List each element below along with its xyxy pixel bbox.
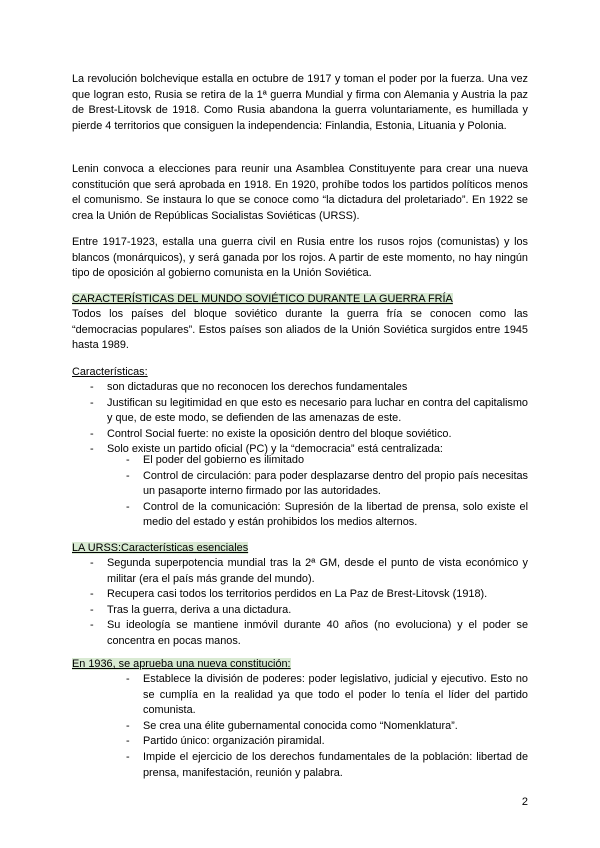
list-item [90, 618, 528, 649]
list-item-text: Partido único: organización piramidal. [143, 735, 325, 748]
list-item [90, 427, 528, 443]
bullet-dash: - [126, 454, 130, 466]
section-heading-urss [72, 541, 248, 557]
list-item-text: son dictaduras que no reconocen los derechos fundamentales [107, 381, 408, 393]
section-heading-caracteristicas [72, 365, 148, 381]
bullet-dash: - [90, 396, 94, 409]
list-item-text: Recupera casi todos los territorios perdidos en La Paz de Brest-Litovsk (1918). [107, 588, 488, 601]
paragraph-guerra-civil: Entre 1917-1923, estalla una guerra civil en Rusia entre los rusos rojos (comunistas) y los blancos (monárquicos), y será ganada por los rojos. A partir de este momento, no hay ningún tipo de oposición al gobierno comunista en la Unión Soviética. [72, 236, 528, 280]
paragraph-revolucion: La revolución bolchevique estalla en octubre de 1917 y toman el poder por la fuerza. Una vez que logran esto, Rusia se retira de la 1ª guerra Mundial y firma con Alemania y Austria la paz de Brest-Litovsk de 1918. Como Rusia abandona la guerra voluntariamente, es humillada y pierde 4 territorios que consiguen la independencia: Finlandia, Estonia, Lituania y Polonia. [72, 73, 528, 132]
list-item [126, 469, 528, 500]
list-item [90, 380, 528, 396]
list-item-text: Control de circulación: para poder desplazarse dentro del propio país necesitas un pasaporte interno firmado por las autoridades. [143, 469, 528, 498]
list-item-text: Establece la división de poderes: poder legislativo, judicial y ejecutivo. Esto no se cumplía en la realidad ya que todo el poder lo tenía el líder del partido comunista. [143, 673, 528, 717]
list-item [126, 672, 528, 719]
list-caracteristicas [90, 380, 528, 458]
section-heading-1936 [72, 657, 291, 673]
bullet-dash: - [126, 735, 130, 748]
list-item-text: Se crea una élite gubernamental conocida como “Nomenklatura”. [143, 719, 458, 732]
list-item [90, 587, 528, 603]
list-item [90, 556, 528, 587]
list-item-text: Control Social fuerte: no existe la oposición dentro del bloque soviético. [107, 427, 452, 440]
list-item-text: Tras la guerra, deriva a una dictadura. [107, 603, 292, 616]
sublist-democracia [126, 453, 528, 531]
bullet-dash: - [90, 381, 94, 393]
list-item [126, 734, 528, 750]
list-item-text: Solo existe un partido oficial (PC) y la “democracia” está centralizada: [107, 443, 443, 456]
bullet-dash: - [126, 500, 130, 513]
list-item [90, 603, 528, 619]
list-urss [90, 556, 528, 650]
list-item-text: Justifican su legitimidad en que esto es necesario para luchar en contra del capitalismo y que, de este modo, se defienden de las amenazas de este. [107, 396, 528, 425]
paragraph-democracias-populares: Todos los países del bloque soviético durante la guerra fría se conocen como las “democracias populares”. Estos países son aliados de la Unión Soviética surgidos entre 1945 hasta 1989. [72, 308, 528, 352]
bullet-dash: - [90, 443, 94, 456]
list-item [126, 750, 528, 781]
page-number: 2 [521, 796, 528, 808]
heading-text: Características: [72, 366, 148, 378]
list-item [90, 396, 528, 427]
bullet-dash: - [90, 603, 94, 616]
heading-text: CARACTERÍSTICAS DEL MUNDO SOVIÉTICO DURANTE LA GUERRA FRÍA [72, 293, 453, 305]
bullet-dash: - [90, 427, 94, 440]
bullet-dash: - [90, 619, 94, 632]
list-item-text: Segunda superpotencia mundial tras la 2ª GM, desde el punto de vista económico y militar (era el país más grande del mundo). [107, 557, 528, 585]
bullet-dash: - [126, 750, 130, 763]
bullet-dash: - [126, 673, 130, 685]
bullet-dash: - [126, 469, 130, 482]
list-item [126, 500, 528, 531]
list-constitucion-1936 [126, 672, 528, 781]
heading-text: En 1936, se aprueba una nueva constitución: [72, 658, 291, 670]
heading-text: LA URSS:Características esenciales [72, 542, 249, 554]
paragraph-lenin: Lenin convoca a elecciones para reunir una Asamblea Constituyente para crear una nueva constitución que será aprobada en 1918. En 1920, prohíbe todos los partidos políticos menos el comunismo. Se instaura lo que se conoce como “la dictadura del proletariado”. En 1922 se crea la Unión de Repúblicas Socialistas Soviéticas (URSS). [72, 163, 528, 222]
list-item [126, 719, 528, 735]
list-item [126, 453, 528, 469]
section-heading-mundo-sovietico [72, 292, 453, 308]
bullet-dash: - [90, 557, 94, 569]
list-item-text: Control de la comunicación: Supresión de la libertad de prensa, solo existe el medio del estado y están prohibidos los medios alternos. [143, 500, 528, 529]
list-item-text: El poder del gobierno es ilimitado [143, 454, 305, 466]
list-item-text: Su ideología se mantiene inmóvil durante 40 años (no evoluciona) y el poder se concentra en pocas manos. [107, 619, 528, 647]
bullet-dash: - [126, 719, 130, 732]
bullet-dash: - [90, 588, 94, 601]
list-item-text: Impide el ejercicio de los derechos fundamentales de la población: libertad de prensa, manifestación, reunión y palabra. [143, 750, 528, 779]
